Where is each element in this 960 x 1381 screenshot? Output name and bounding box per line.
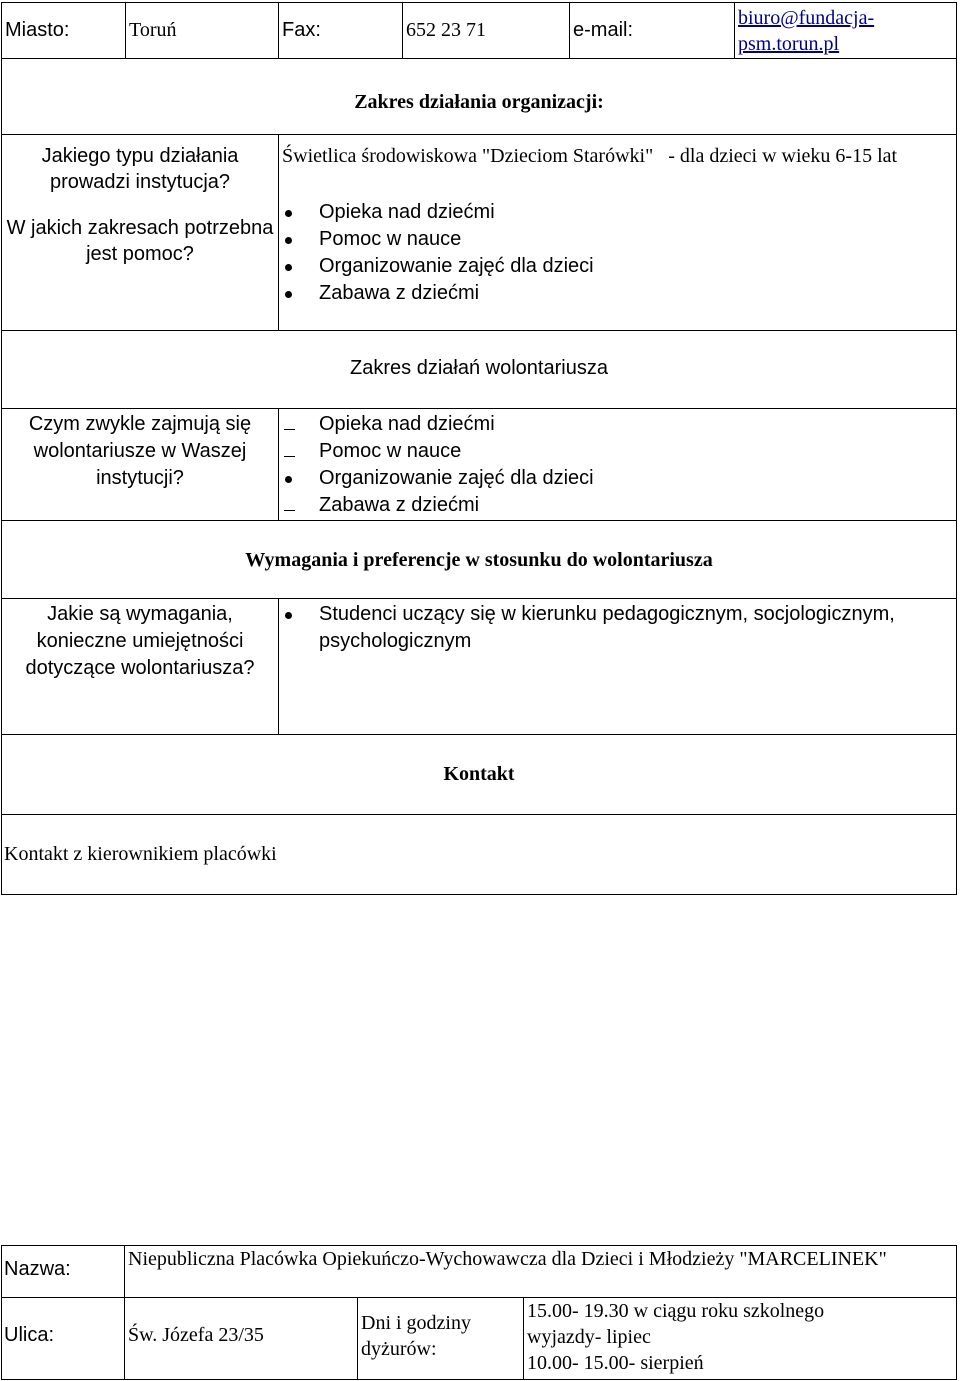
street-label: Ulica: bbox=[2, 1298, 125, 1380]
email-link[interactable]: biuro@fundacja-psm.torun.pl bbox=[738, 7, 875, 55]
facility-name: Niepubliczna Placówka Opiekuńczo-Wychowawcza dla Dzieci i Młodzieży "MARCELINEK" bbox=[125, 1246, 957, 1298]
bullet-icon bbox=[285, 291, 292, 298]
hours-line: 15.00- 19.30 w ciągu roku szkolnego bbox=[527, 1300, 825, 1322]
hours-label: Dni i godziny dyżurów: bbox=[358, 1298, 524, 1380]
bullet-icon bbox=[285, 264, 292, 271]
hours-line: wyjazdy- lipiec bbox=[527, 1326, 651, 1348]
next-entry bbox=[1, 1245, 957, 1380]
bullet-icon bbox=[285, 237, 292, 244]
org-question-type: Jakiego typu działania prowadzi instytucja? bbox=[41, 145, 239, 193]
volunteer-scope-heading: Zakres działań wolontariusza bbox=[2, 331, 957, 409]
org-activity-cell bbox=[279, 135, 957, 331]
list-item: Zabawa z dziećmi bbox=[282, 280, 956, 307]
list-item: Organizowanie zajęć dla dzieci bbox=[282, 253, 956, 280]
city-value: Toruń bbox=[126, 3, 279, 59]
requirements-cell bbox=[279, 599, 957, 735]
list-item: Pomoc w nauce bbox=[282, 226, 956, 253]
contact-text: Kontakt z kierownikiem placówki bbox=[2, 815, 957, 895]
org-scope-heading: Zakres działania organizacji: bbox=[2, 59, 957, 135]
requirements-list bbox=[282, 601, 956, 655]
requirements-question: Jakie są wymagania, konieczne umiejętności dotyczące wolontariusza? bbox=[2, 599, 279, 735]
org-question-scope: W jakich zakresach potrzebna jest pomoc? bbox=[6, 217, 274, 265]
list-item: Opieka nad dziećmi bbox=[282, 199, 956, 226]
org-help-list bbox=[282, 199, 956, 307]
hours-line: 10.00- 15.00- sierpień bbox=[527, 1352, 704, 1374]
dash-icon bbox=[284, 510, 295, 511]
bullet-icon bbox=[285, 612, 292, 619]
bullet-icon bbox=[285, 476, 292, 483]
volunteer-task-list bbox=[282, 411, 956, 519]
org-questions bbox=[2, 135, 279, 331]
volunteer-form bbox=[1, 2, 957, 895]
contact-heading: Kontakt bbox=[2, 735, 957, 815]
hours-cell bbox=[524, 1298, 957, 1380]
volunteer-question: Czym zwykle zajmują się wolontariusze w Waszej instytucji? bbox=[2, 409, 279, 521]
list-item: Studenci uczący się w kierunku pedagogicznym, socjologicznym, psychologicznym bbox=[282, 601, 956, 655]
volunteer-tasks-cell bbox=[279, 409, 957, 521]
dash-icon bbox=[284, 429, 295, 430]
org-description: Świetlica środowiskowa "Dzieciom Starówki" - dla dzieci w wieku 6-15 lat bbox=[282, 145, 898, 167]
fax-value: 652 23 71 bbox=[403, 3, 570, 59]
street-value: Św. Józefa 23/35 bbox=[125, 1298, 358, 1380]
name-label: Nazwa: bbox=[2, 1246, 125, 1298]
list-item: Pomoc w nauce bbox=[282, 438, 956, 465]
dash-icon bbox=[284, 456, 295, 457]
list-item: Zabawa z dziećmi bbox=[282, 492, 956, 519]
email-label: e-mail: bbox=[570, 3, 735, 59]
city-label: Miasto: bbox=[2, 3, 126, 59]
list-item: Opieka nad dziećmi bbox=[282, 411, 956, 438]
fax-label: Fax: bbox=[279, 3, 403, 59]
list-item: Organizowanie zajęć dla dzieci bbox=[282, 465, 956, 492]
bullet-icon bbox=[285, 210, 292, 217]
requirements-heading: Wymagania i preferencje w stosunku do wolontariusza bbox=[2, 521, 957, 599]
